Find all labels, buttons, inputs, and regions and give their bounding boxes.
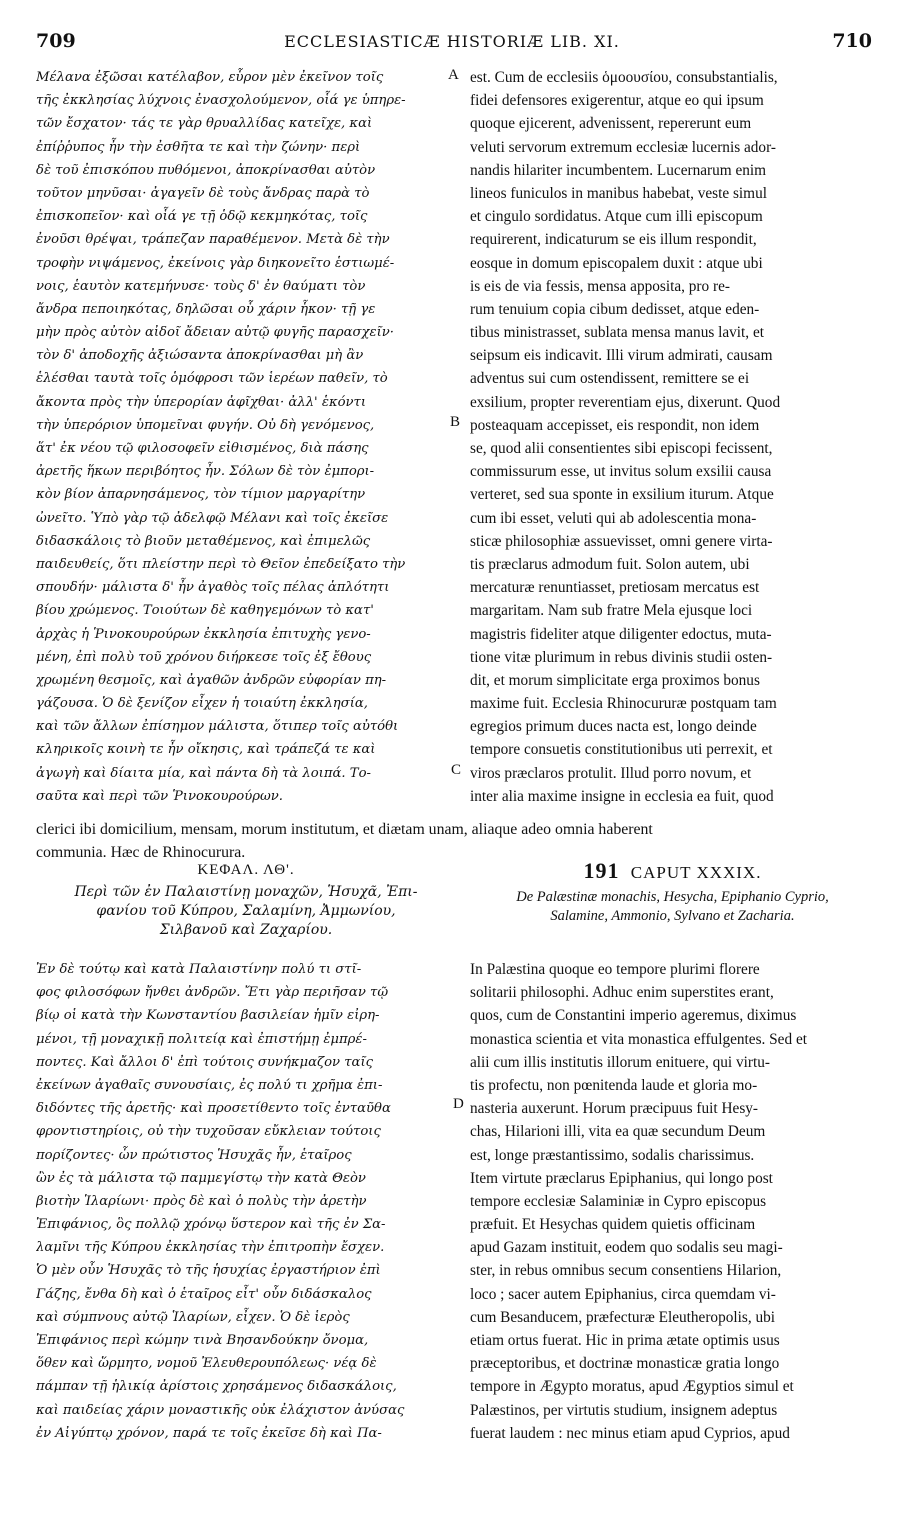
greek-text-line: ἅτ' ἐκ νέου τῷ φιλοσοφεῖν εἰθισμένος, διὰ πάσης [36,441,369,456]
latin-text-line: margaritam. Nam sub fratre Mela ejusque loci [470,602,753,620]
latin-text-line: is eis de via fessis, mensa apposita, pro re- [470,277,730,295]
latin-text-line: chas, Hilarioni illi, vita ea quæ secundum Deum [470,1123,766,1141]
latin-text-line: verteret, sed sua sponte in exsilium iturum. Atque [470,486,774,504]
latin-text-line: posteaquam accepisset, eis respondit, non idem [470,416,760,434]
greek-chapter-subtitle [36,883,456,940]
greek-text-line: τοῦτον μηνῦσαι· ἀγαγεῖν δὲ τοὺς ἄνδρας παρὰ τὸ [36,185,370,201]
latin-subtitle-line: De Palæstinæ monachis, Hesycha, Epiphanio Cyprio, [516,889,829,905]
latin-text-line: tempore in Ægypto moratus, apud Ægyptios simul et [470,1378,794,1396]
greek-chapter-header [36,862,456,940]
greek-text-line: τὸν δ' ἀποδοχῆς ἀξιώσαντα ἀποκρίνασθαι μὴ ἂν [36,348,364,364]
greek-text-line: βιοτὴν Ἱλαρίωνι· πρὸς δὲ καὶ ὁ πολὺς τὴν ἀρετὴν [36,1193,367,1209]
latin-text-line: inter alia maxime insigne in ecclesia ea fuit, quod [470,787,774,805]
latin-text-line: se, quod alii consentientes sibi episcopi fecissent, [470,440,773,457]
latin-chapter-heading: CAPUT XXXIX. [630,863,762,882]
greek-text-line: ἐπίῤῥυπος ἦν τὴν ἐσθῆτα τε καὶ τὴν ζώνην· περὶ [36,139,361,155]
greek-text-line: Ἐπιφάνιος περὶ κώμην τινὰ Βησανδούκην ὄνομα, [36,1333,369,1348]
full-width-line: clerici ibi domicilium, mensam, morum institutum, et diætam unam, aliaque adeo omnia haberent [36,821,653,838]
latin-text-line: maxime fuit. Ecclesia Rhinocururæ postquam tam [470,695,777,713]
latin-text-line: quoque ejicerent, advenissent, repererunt eum [470,115,752,133]
latin-text-line: etiam ortus fuerat. Hic in prima ætate optimis usus [470,1332,780,1349]
latin-text-line: lineos funiculos in manibus habebat, veste simul [470,184,767,202]
greek-text-line: τῆς ἐκκλησίας λύχνοις ἐνασχολούμενον, οἷά γε ὑπηρε- [36,93,406,109]
latin-chapter-subtitle [470,888,875,926]
latin-text-line: nandis hilariter incumbentem. Lucernarum enim [470,161,767,179]
greek-text-line: βίου χρώμενος. Τοιούτων δὲ καθηγεμόνων τὸ κατ' [36,603,374,619]
greek-text-line: Ἐπιφάνιος, ὃς πολλῷ χρόνῳ ὕστερον καὶ τῆς ἐν Σα- [36,1217,386,1233]
greek-text-line: παιδευθείς, ὅτι πλείστην περὶ τὸ Θεῖον ἐπεδείξατο τὴν [36,556,406,572]
page-number-left: 709 [36,30,76,52]
latin-text-line: tibus ministrasset, sublata mensa manus lavit, et [470,324,764,342]
latin-text-line: mercaturæ renuntiasset, pretiosam mercatus est [470,579,760,597]
latin-text-line: loco ; sacer autem Epiphanius, circa quemdam vi- [470,1285,776,1303]
greek-text-line: καὶ τῶν ἄλλων ἐπίσημον μάλιστα, ὅτιπερ τοῖς αὐτόθι [36,719,399,735]
greek-text-line: γάζουσα. Ὁ δὲ ξενίζον εἶχεν ἡ τοιαύτη ἐκκλησία, [36,696,368,712]
greek-text-line: μένοι, τῇ μοναχικῇ πολιτείᾳ καὶ ἐπιστήμῃ ἐμπρέ- [36,1031,367,1047]
latin-text-line: tione vitæ plurimum in rebus divinis studii osten- [470,648,773,666]
greek-text-line: ἄκοντα πρὸς τὴν ὑπερορίαν ἀφῖχθαι· ἀλλ' ἑκόντι [36,394,367,410]
greek-text-line: τροφὴν νιψάμενος, ἐκείνοις γὰρ διηκονεῖτο ἑστιωμέ- [36,255,395,271]
greek-text-line: ἑλέσθαι ταυτὰ τοῖς ὁμόφροσι τῶν ἱερέων παθεῖν, τὸ [36,371,388,387]
latin-text-line: dit, et morum simplicitate erga proximos bonus [470,671,760,689]
margin-marker-a: A [448,67,459,83]
latin-text-line: fidei defensores exigerentur, atque eo qui ipsum [470,92,764,110]
latin-chapter-number: 191 [583,858,620,883]
greek-text-line: νοις, ἑαυτὸν κατεμήνυσε· τοὺς δ' ἐν θαύματι τὸν [36,278,366,294]
greek-text-line: σπουδήν· μάλιστα δ' ἦν ἀγαθὸς τοῖς πέλας ἁπλότητι [36,580,390,596]
latin-text-line: apud Gazam instituit, eodem quo sodalis seu magi- [470,1239,783,1257]
latin-text-line: tempore consuetis constitutionibus uti perrexit, et [470,741,773,759]
latin-text-line: fuerat laudem : nec minus etiam apud Cyprios, apud [470,1424,790,1442]
greek-text-line: τῶν ἔσχατον· τάς τε γὰρ θρυαλλίδας κατεῖχε, καὶ [36,116,373,132]
latin-text-line: tis præclarus admodum fuit. Solon autem, ubi [470,555,750,573]
greek-text-line: ὠνεῖτο. Ὑπὸ γὰρ τῷ ἀδελφῷ Μέλανι καὶ τοῖς ἐκεῖσε [36,510,389,526]
greek-text-line: καὶ παιδείας χάριν μοναστικῆς οὐκ ἐλάχιστον ἀνύσας [36,1402,405,1418]
greek-text-line: ἐνοῦσι θρέψαι, τράπεζαν παραθέμενον. Μετὰ δὲ τὴν [36,232,390,248]
latin-text-line: quos, cum de Constantini imperio ageremus, diximus [470,1007,797,1025]
latin-text-line: adventus sui cum ostendissent, remittere se ei [470,370,750,388]
page-number-right: 710 [832,30,872,52]
greek-chapter-heading: ΚΕΦΑΛ. ΛΘ'. [197,862,295,878]
latin-text-line: præfuit. Et Hesychas quidem quietis officinam [470,1216,756,1234]
greek-text-line: Ὁ μὲν οὖν Ἡσυχᾶς τὸ τῆς ἡσυχίας ἐργαστήριον ἐπὶ [36,1263,381,1279]
latin-text-line: cum Besanducem, præfecturæ Eleutheropolis, ubi [470,1308,776,1326]
greek-text-line: δὲ τοῦ ἐπισκόπου πυθόμενοι, ἀποκρίνασθαι αὐτὸν [36,162,376,178]
greek-text-line: καὶ σύμπνους αὐτῷ Ἱλαρίων, εἶχεν. Ὁ δὲ ἱερὸς [36,1309,350,1325]
latin-text-line: viros præclaros protulit. Illud porro novum, et [470,764,752,782]
greek-text-line: σαῦτα καὶ περὶ τῶν Ῥινοκουρούρων. [36,788,283,804]
greek-text-line: κὸν βίον ἀπαρνησάμενος, τὸν τίμιον μαργαρίτην [36,487,366,503]
latin-chapter-header [470,858,875,926]
latin-text-line: est, longe præstantissimo, sodalis charissimus. [470,1146,755,1164]
latin-text-line: Item virtute præclarus Epiphanius, qui longo post [470,1169,773,1187]
full-width-line: communia. Hæc de Rhinocurura. [36,844,246,862]
greek-chapter-body [36,958,456,1445]
latin-text-line: præceptoribus, et doctrinæ monasticæ gratia longo [470,1355,780,1373]
latin-text-line: nasteria auxerunt. Horum præcipuus fuit Hesy- [470,1100,759,1118]
greek-text-line: ἄνδρα πεποιηκότας, δηλῶσαι οὗ χάριν ἧκον· τῇ γε [36,301,376,317]
latin-text-line: eosque in domum episcopalem duxit : atque ubi [470,254,763,272]
latin-text-line: est. Cum de ecclesiis ὁμοουσίου, consubstantialis, [470,69,778,86]
greek-text-line: Ἐν δὲ τούτῳ καὶ κατὰ Παλαιστίνην πολύ τι στῖ- [36,962,362,977]
latin-text-line: cum ibi esset, veluti qui ab adolescentia mona- [470,509,757,527]
greek-subtitle-line: Σιλβανοῦ καὶ Ζαχαρίου. [159,922,333,938]
latin-text-line: Palæstinos, per virtutis studium, insignem adeptus [470,1401,778,1419]
greek-text-line: πάμπαν τῇ ἡλικίᾳ ἀρίστοις χρησάμενος διδασκάλοις, [36,1379,397,1395]
greek-column-top [36,66,456,808]
greek-text-line: Μέλανα ἐξῶσαι κατέλαβον, εὗρον μὲν ἐκεῖνον τοῖς [36,70,384,85]
greek-text-line: ἐκείνων ἀγαθαῖς συνουσίαις, ἐς πολύ τι χρῆμα ἐπι- [36,1077,383,1093]
greek-text-line: ὢν ἐς τὰ μάλιστα τῷ παμμεγίστῳ τὴν κατὰ Θεὸν [36,1170,366,1186]
latin-text-line: commissurum esse, ut invitus solum exsilii causa [470,463,772,481]
greek-subtitle-line: φανίου τοῦ Κύπρου, Σαλαμίνη, Ἀμμωνίου, [96,903,396,919]
latin-text-line: monastica scientia et vita monastica effulgentes. Sed et [470,1030,807,1048]
greek-text-line: ἀρχὰς ἡ Ῥινοκουρούρων ἐκκλησία ἐπιτυχὴς γενο- [36,626,371,642]
greek-text-line: βίῳ οἱ κατὰ τὴν Κωνσταντίου βασιλείαν ἡμῖν εἰρη- [36,1008,380,1024]
latin-chapter-body [470,958,875,1445]
greek-text-line: μένη, ἐπὶ πολὺ τοῦ χρόνου διήρκεσε τοῖς ἐξ ἔθους [36,649,372,665]
greek-text-line: ἀρετῆς ἥκων περιβόητος ἦν. Σόλων δὲ τὸν ἐμπορι- [36,464,375,480]
greek-text-line: φροντιστηρίοις, οὐ τὴν τυχοῦσαν εὔκλειαν τούτοις [36,1124,381,1140]
latin-text-line: tempore ecclesiæ Salaminiæ in Cypro episcopus [470,1192,767,1210]
latin-text-line: requirerent, indicaturum se eis illum respondit, [470,231,757,249]
margin-marker-c: C [451,762,462,778]
latin-text-line: tis profectu, non pœnitenda laude et gloria mo- [470,1076,758,1094]
greek-text-line: ἐπισκοπεῖον· καὶ οἷά γε τῇ ὁδῷ κεκμηκότας, τοῖς [36,209,368,225]
latin-text-line: In Palæstina quoque eo tempore plurimi florere [470,961,760,978]
greek-text-line: διδόντες τῆς ἀρετῆς· καὶ προσετίθεντο τοῖς ἐνταῦθα [36,1101,391,1117]
latin-subtitle-line: Salamine, Ammonio, Sylvano et Zacharia. [550,908,795,924]
greek-text-line: φος φιλοσόφων ἤνθει ἀνδρῶν. Ἔτι γὰρ περιῆσαν τῷ [36,985,389,1001]
running-title: ECCLESIASTICÆ HISTORIÆ LIB. XI. [284,32,620,51]
greek-text-line: ἀγωγὴ καὶ δίαιτα μία, καὶ πάντα δὴ τὰ λοιπά. Το- [36,765,371,781]
latin-text-line: alii cum illis institutis illorum enituere, qui virtu- [470,1053,770,1071]
greek-text-line: μὴν πρὸς αὐτὸν αἰδοῖ ἄδειαν αὐτῷ φυγῆς παρασχεῖν· [36,325,394,341]
latin-text-line: magistris fideliter atque diligenter edoctus, muta- [470,625,772,643]
greek-text-line: χρωμένη θεσμοῖς, καὶ ἀγαθῶν ἀνδρῶν εὐφορίαν πη- [36,672,387,688]
latin-text-line: solitarii philosophi. Adhuc enim superstites erant, [470,984,774,1002]
latin-text-line: egregios primum duces nacta est, longo deinde [470,718,757,736]
greek-subtitle-line: Περὶ τῶν ἐν Παλαιστίνῃ μοναχῶν, Ἡσυχᾶ, Ἐπι- [74,884,418,900]
greek-text-line: Γάζης, ἔνθα δὴ καὶ ὁ ἑταῖρος εἶτ' οὖν διδάσκαλος [36,1286,372,1302]
greek-text-line: λαμῖνι τῆς Κύπρου ἐκκλησίας τὴν ἐπιτροπὴν ἔσχεν. [36,1240,385,1256]
margin-marker-d: D [453,1096,464,1112]
latin-text-line: veluti servorum extremum ecclesiæ lucernis ador- [470,138,776,156]
greek-text-line: διδασκάλοις τὸ βιοῦν μεταθέμενος, καὶ ἐπιμελῶς [36,533,371,549]
greek-text-line: πορίζοντες· ὧν πρώτιστος Ἡσυχᾶς ἦν, ἑταῖρος [36,1147,352,1163]
latin-column-top [470,66,875,808]
latin-text-line: sticæ philosophiæ assuevisset, omni genere virta- [470,532,773,550]
greek-text-line: ἐν Αἰγύπτῳ χρόνον, παρά τε τοῖς ἐκεῖσε δὴ καὶ Πα- [36,1425,382,1441]
greek-text-line: τὴν ὑπερόριον ὑπομεῖναι φυγήν. Οὐ δὴ γενόμενος, [36,417,375,433]
greek-text-line: ποντες. Καὶ ἄλλοι δ' ἐπὶ τούτοις συνήκμαζον ταῖς [36,1054,374,1070]
margin-marker-b: B [450,414,461,430]
greek-text-line: κληρικοῖς κοινὴ τε ἦν οἴκησις, καὶ τράπεζά τε καὶ [36,742,376,758]
latin-text-line: et cingulo sordidatus. Atque cum illi episcopum [470,208,763,226]
latin-text-line: rum tenuium copia cibum dedisset, atque eden- [470,300,760,318]
greek-text-line: ὅθεν καὶ ὥρμητο, νομοῦ Ἐλευθερουπόλεως· νέᾳ δὲ [36,1356,377,1372]
latin-text-line: seipsum eis indicavit. Illi virum admirati, causam [470,347,773,365]
latin-text-line: exsilium, propter reverentiam ejus, dixerunt. Quod [470,393,781,411]
page-header [32,30,872,60]
latin-text-line: ster, in rebus omnibus secum consentiens Hilarion, [470,1262,782,1280]
